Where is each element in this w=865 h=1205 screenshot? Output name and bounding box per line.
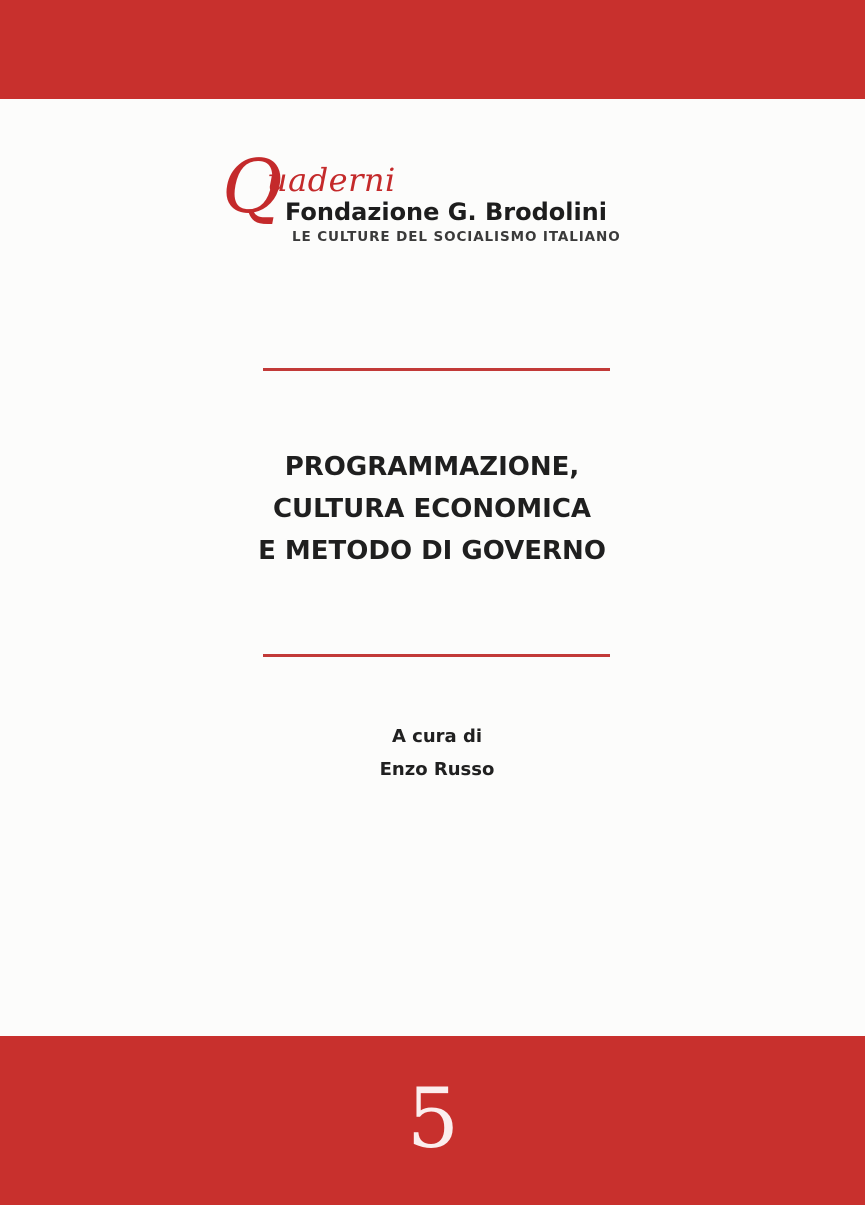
top-divider [263,368,610,371]
curator-block [282,720,592,786]
title-line-1: PROGRAMMAZIONE, [284,452,580,482]
series-subtitle: LE CULTURE DEL SOCIALISMO ITALIANO [292,229,621,245]
title-line-2: CULTURA ECONOMICA [272,494,592,524]
series-logo [222,144,682,250]
bottom-divider [263,654,610,657]
volume-number: 5 [406,1072,460,1167]
logo-q-letter: Q [222,144,283,230]
logo-quaderni-word: uaderni [267,161,396,199]
top-red-band [0,0,865,99]
title-line-3: E METODO DI GOVERNO [258,536,606,566]
curated-by-label: A cura di [391,726,483,747]
editor-name: Enzo Russo [379,759,495,780]
book-title [132,446,732,572]
foundation-name: Fondazione G. Brodolini [285,198,607,226]
